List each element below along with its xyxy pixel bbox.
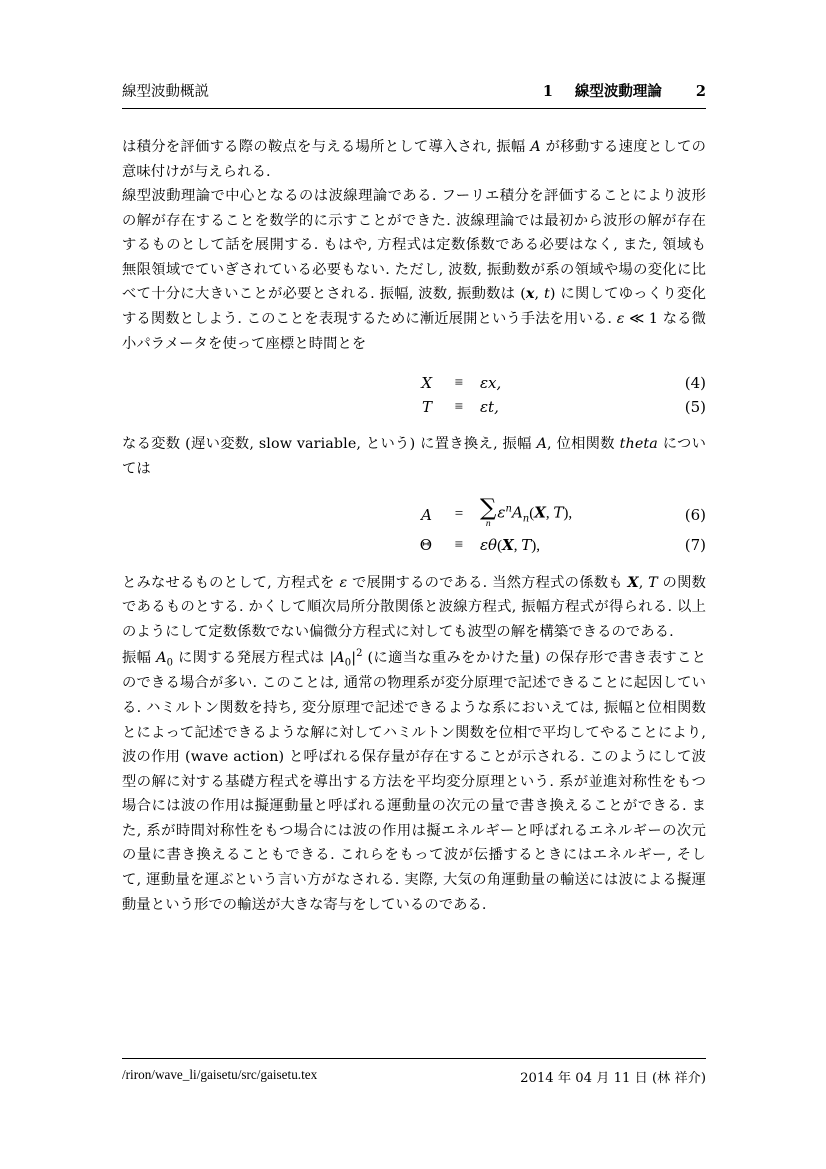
running-head-section-number: 1 xyxy=(542,83,553,100)
paragraph-3: なる変数 (遅い変数, slow variable, という) に置き換え, 振幅 A, 位相関数 theta については xyxy=(122,436,706,477)
equation-6-relation: = xyxy=(454,506,464,523)
running-head-section-title: 線型波動理論 xyxy=(574,83,662,100)
running-head xyxy=(122,80,706,109)
equation-4-lhs: X xyxy=(421,374,432,393)
equation-6-tag: (6) xyxy=(684,505,706,524)
paragraph-1: は積分を評価する際の鞍点を与える場所として導入され, 振幅 A が移動する速度としての意味付けが与えられる. xyxy=(122,139,706,180)
equation-5-lhs: T xyxy=(421,398,432,417)
summation-index: n xyxy=(485,519,491,530)
paragraph-4: とみなせるものとして, 方程式を ε で展開するのである. 当然方程式の係数も X, T の関数であるものとする. かくして順次局所分散関係と波線方程式, 振幅方程式が得られる. 以上のようにして定数係数でない偏微分方程式に対しても波型の解を構築できるのである. xyxy=(122,574,706,641)
page-footer xyxy=(122,1058,706,1086)
equation-4-relation: ≡ xyxy=(454,374,464,391)
page-content xyxy=(122,80,706,917)
equation-block-coordinates xyxy=(122,374,706,416)
paragraph-5: 振幅 $A_0$ に関する発展方程式は $|A_0|^2$ (に適当な重みをかけた量) の保存形で書き表すことのできる場合が多い. このことは, 通常の物理系が変分原理で記述できることに起因している. ハミルトン関数を持ち, 変分原理で記述できるような系においえては, 振幅と位相関数とによって記述できるような解に対してハミルトン関数を位相で平均してやることにより, 波の作用 (wave action) と呼ばれる保存量が存在することが示される. このようにして波型の解に対する基礎方程式を導出する方法を平均変分原理という. 系が並進対称性をもつ場合には波の作用は擬運動量と呼ばれる運動量の次元の量で書き換えることができる. また, 系が時間対称性をもつ場合には波の作用は擬エネルギーと呼ばれるエネルギーの次元の量に書き換えることもできる. これらをもって波が伝播するときにはエネルギー, そして, 運動量を運ぶという言い方がなされる. 実際, 大気の角運動量の輸送には波による擬運動量という形での輸送が大きな寄与をしているのである. xyxy=(122,647,706,913)
equation-5-relation: ≡ xyxy=(454,398,464,415)
equation-6-rhs: ∑ n $\varepsilon^nA_n(X$, T), xyxy=(480,495,573,530)
equation-7-tag: (7) xyxy=(684,536,706,555)
equation-7-rhs: εθ(X, T), xyxy=(480,535,540,554)
summation-symbol: ∑ n xyxy=(480,495,497,530)
equation-5 xyxy=(122,398,706,416)
equation-7-relation: ≡ xyxy=(454,536,464,553)
equation-5-rhs: εt, xyxy=(480,398,499,417)
footer-date: 2014 年 04 月 11 日 (林 祥介) xyxy=(520,1071,706,1086)
paragraph-2: 線型波動理論で中心となるのは波線理論である. フーリエ積分を評価することにより波形の解が存在することを数学的に示すことができた. 波線理論では最初から波形の解が存在するものとして話を展開する. もはや, 方程式は定数係数である必要はなく, また, 領域も無限領域でていぎされている必要もない. ただし, 波数, 振動数が系の領域や場の変化に比べて十分に大きいことが必要とされる. 振幅, 波数, 振動数は (x, t) に関してゆっくり変化する関数としよう. このことを表現するために漸近展開という手法を用いる. ε ≪ 1 なる微小パラメータを使って座標と時間とを xyxy=(122,188,707,352)
equation-5-tag: (5) xyxy=(684,398,706,417)
equation-6 xyxy=(122,495,706,530)
page-number: 2 xyxy=(695,83,706,100)
equation-7 xyxy=(122,536,706,555)
equation-7-lhs: Θ xyxy=(419,536,432,555)
equation-4-tag: (4) xyxy=(684,374,706,393)
footer-path: /riron/wave_li/gaisetu/src/gaisetu.tex xyxy=(122,1067,318,1082)
equation-4-rhs: εx, xyxy=(480,374,502,393)
running-head-section xyxy=(209,80,696,101)
equation-block-expansion xyxy=(122,495,706,555)
equation-6-lhs: A xyxy=(421,505,432,524)
equation-4 xyxy=(122,374,706,392)
running-head-title: 線型波動概説 xyxy=(122,84,209,100)
